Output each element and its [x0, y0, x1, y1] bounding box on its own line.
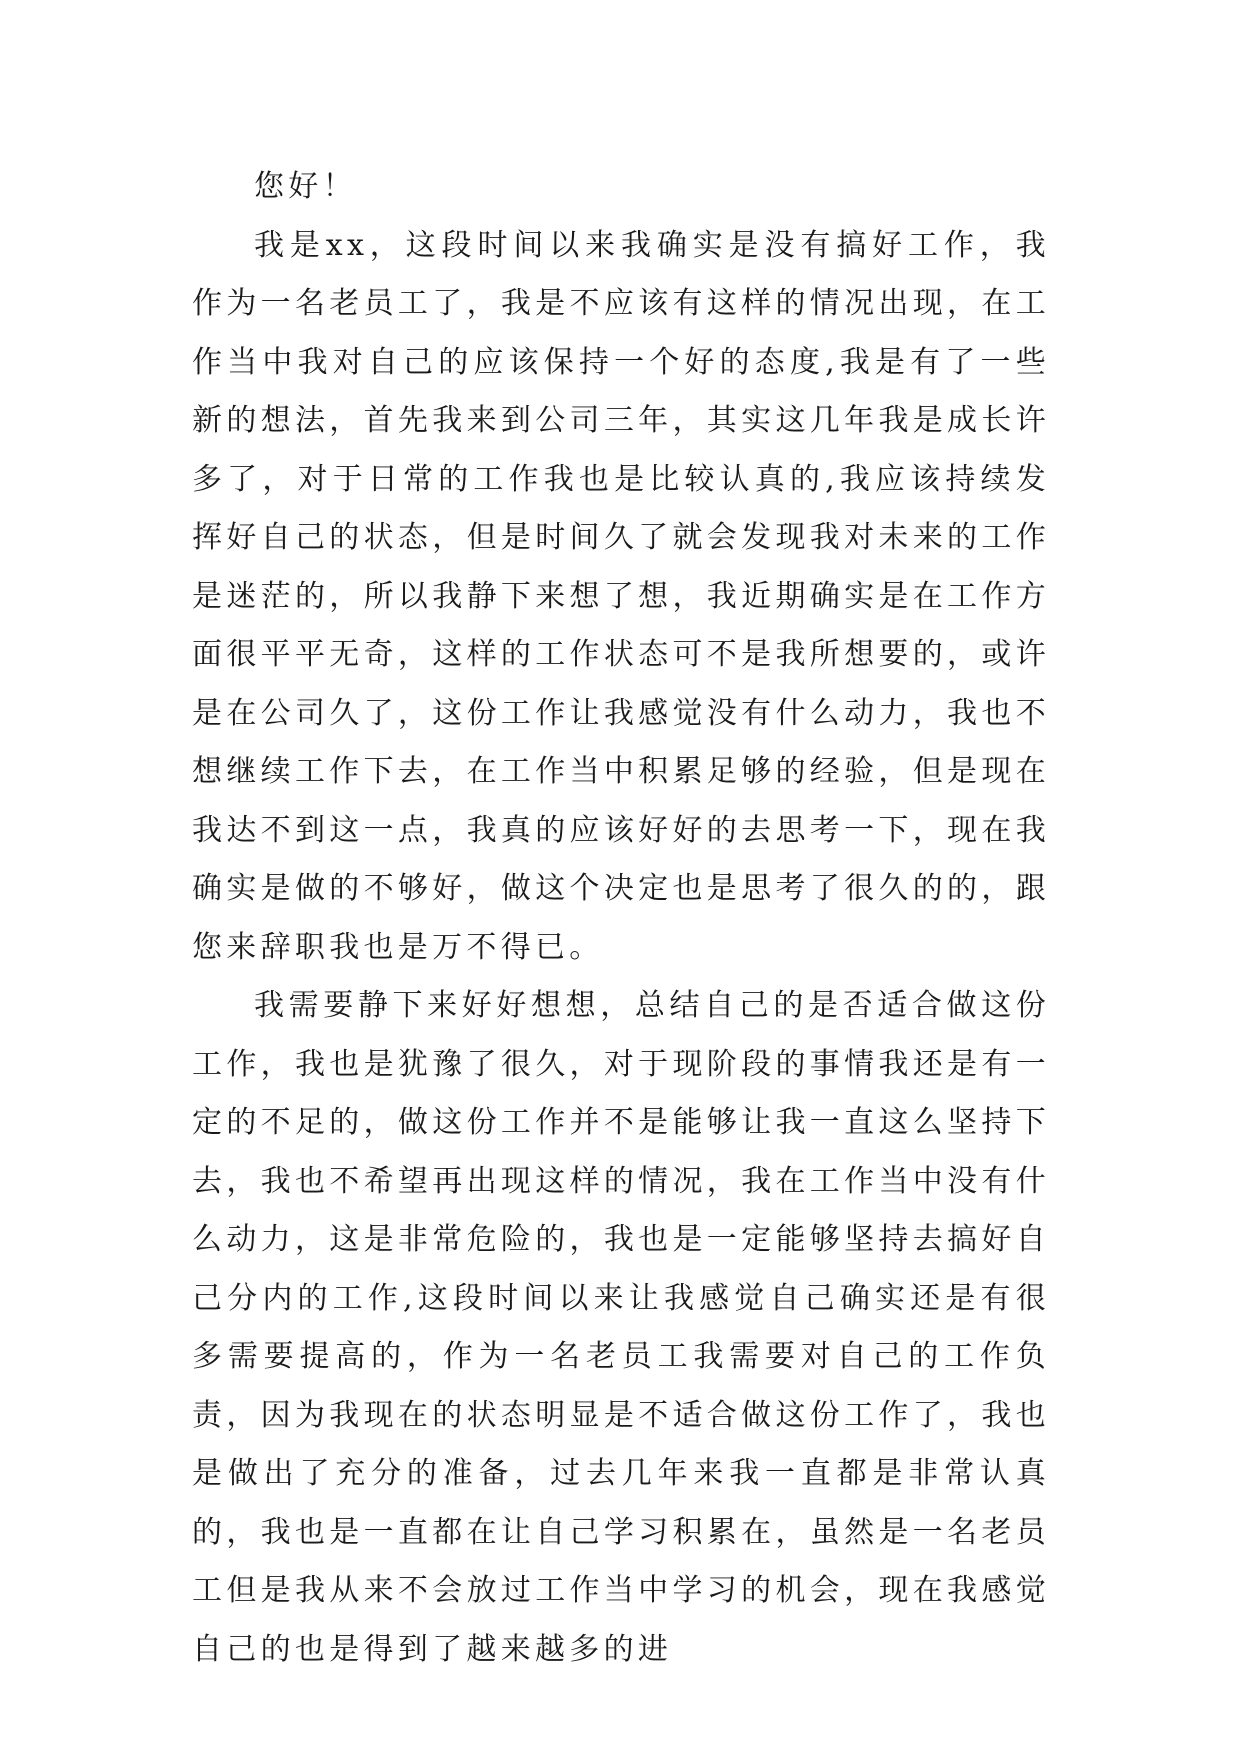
letter-body — [192, 158, 1050, 1679]
greeting: 您好！ — [254, 169, 357, 204]
paragraph-2: 我需要静下来好好想想，总结自己的是否适合做这份工作，我也是犹豫了很久，对于现阶段的事情我还是有一定的不足的，做这份工作并不是能够让我一直这么坚持下去，我也不希望再出现这样的情况，我在工作当中没有什么动力，这是非常危险的，我也是一定能够坚持去搞好自己分内的工作,这段时间以来让我感觉自己确实还是有很多需要提高的，作为一名老员工我需要对自己的工作负责，因为我现在的状态明显是不适合做这份工作了，我也是做出了充分的准备，过去几年来我一直都是非常认真的，我也是一直都在让自己学习积累在，虽然是一名老员工但是我从来不会放过工作当中学习的机会，现在我感觉自己的也是得到了越来越多的进 — [192, 988, 1050, 1667]
paragraph-1: 我是xx，这段时间以来我确实是没有搞好工作，我作为一名老员工了，我是不应该有这样的情况出现，在工作当中我对自己的应该保持一个好的态度,我是有了一些新的想法，首先我来到公司三年，其实这几年我是成长许多了，对于日常的工作我也是比较认真的,我应该持续发挥好自己的状态，但是时间久了就会发现我对未来的工作是迷茫的，所以我静下来想了想，我近期确实是在工作方面很平平无奇，这样的工作状态可不是我所想要的，或许是在公司久了，这份工作让我感觉没有什么动力，我也不想继续工作下去，在工作当中积累足够的经验，但是现在我达不到这一点，我真的应该好好的去思考一下，现在我确实是做的不够好，做这个决定也是思考了很久的的，跟您来辞职我也是万不得已。 — [192, 227, 1050, 965]
